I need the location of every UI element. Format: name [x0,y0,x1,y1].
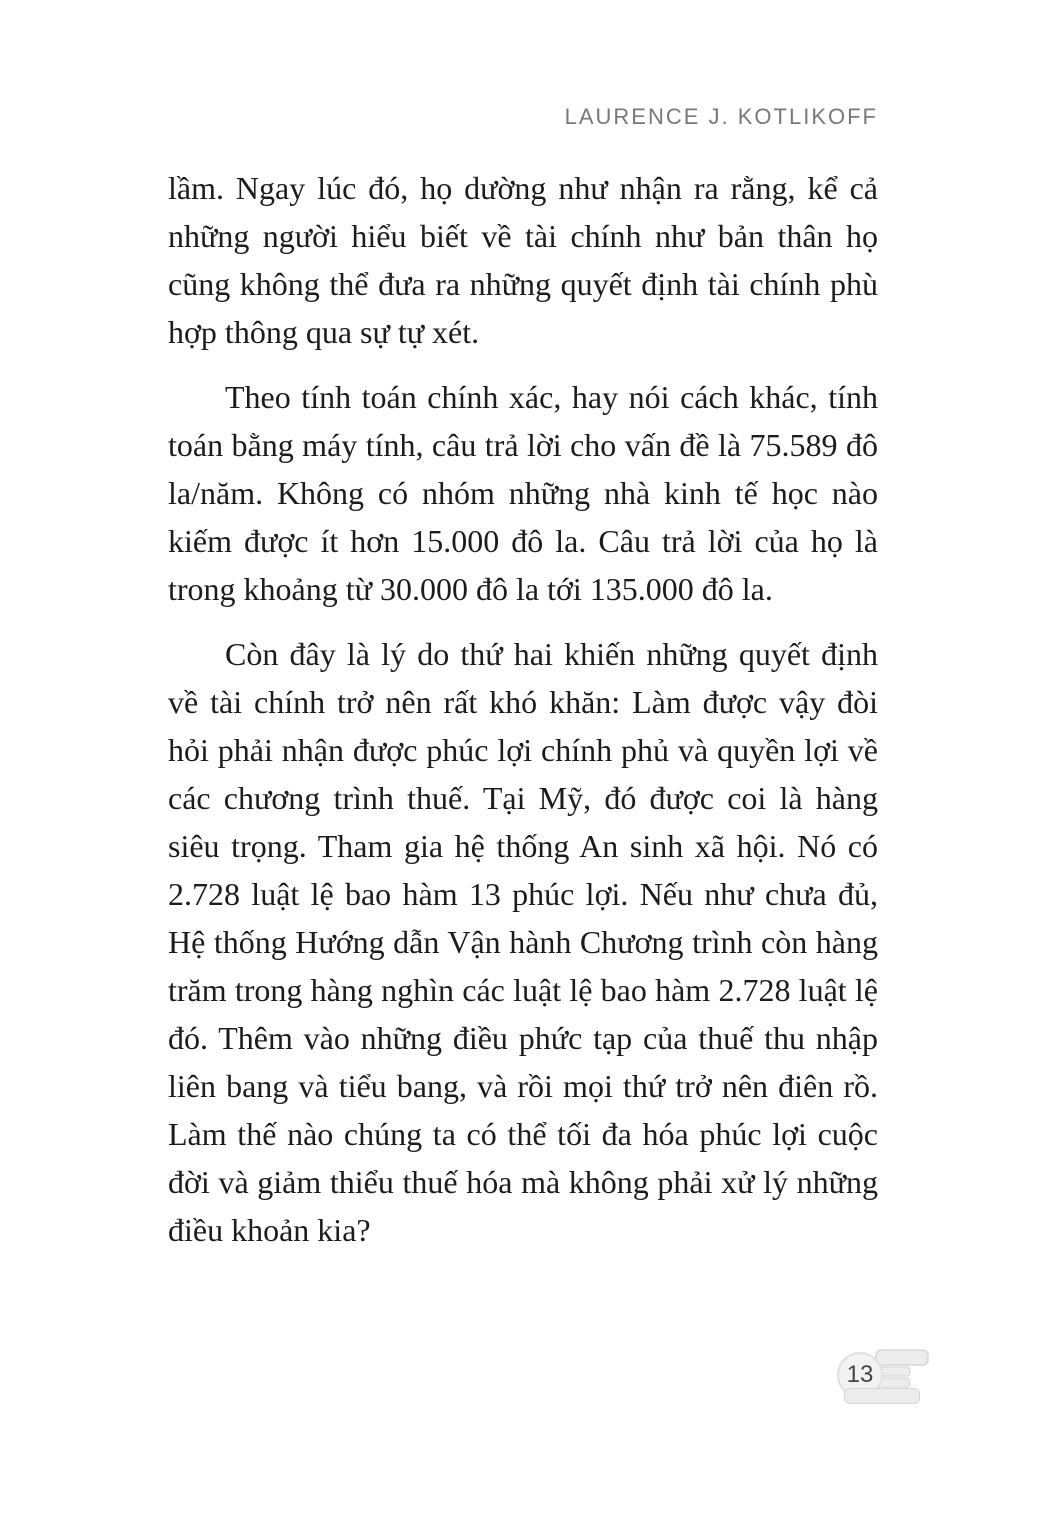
page-number: 13 [846,1361,874,1388]
page-content [168,164,878,1271]
paragraph: Theo tính toán chính xác, hay nói cách khác, tính toán bằng máy tính, câu trả lời cho vấn đề là 75.589 đô la/năm. Không có nhóm những nhà kinh tế học nào kiếm được ít hơn 15.000 đô la. Câu trả lời của họ là trong khoảng từ 30.000 đô la tới 135.000 đô la. [168,379,878,607]
running-header: LAURENCE J. KOTLIKOFF [564,104,878,129]
page-number-area [830,1346,934,1408]
paragraph: Còn đây là lý do thứ hai khiến những quyết định về tài chính trở nên rất khó khăn: Làm được vậy đòi hỏi phải nhận được phúc lợi chính phủ và quyền lợi về các chương trình thuế. Tại Mỹ, đó được coi là hàng siêu trọng. Tham gia hệ thống An sinh xã hội. Nó có 2.728 luật lệ bao hàm 13 phúc lợi. Nếu như chưa đủ, Hệ thống Hướng dẫn Vận hành Chương trình còn hàng trăm trong hàng nghìn các luật lệ bao hàm 2.728 luật lệ đó. Thêm vào những điều phức tạp của thuế thu nhập liên bang và tiểu bang, và rồi mọi thứ trở nên điên rồ. Làm thế nào chúng ta có thể tối đa hóa phúc lợi cuộc đời và giảm thiểu thuế hóa mà không phải xử lý những điều khoản kia? [168,636,878,1248]
paper-stack-icon-front [844,1388,920,1404]
paragraph: lầm. Ngay lúc đó, họ dường như nhận ra rằng, kể cả những người hiểu biết về tài chính như bản thân họ cũng không thể đưa ra những quyết định tài chính phù hợp thông qua sự tự xét. [168,170,878,350]
